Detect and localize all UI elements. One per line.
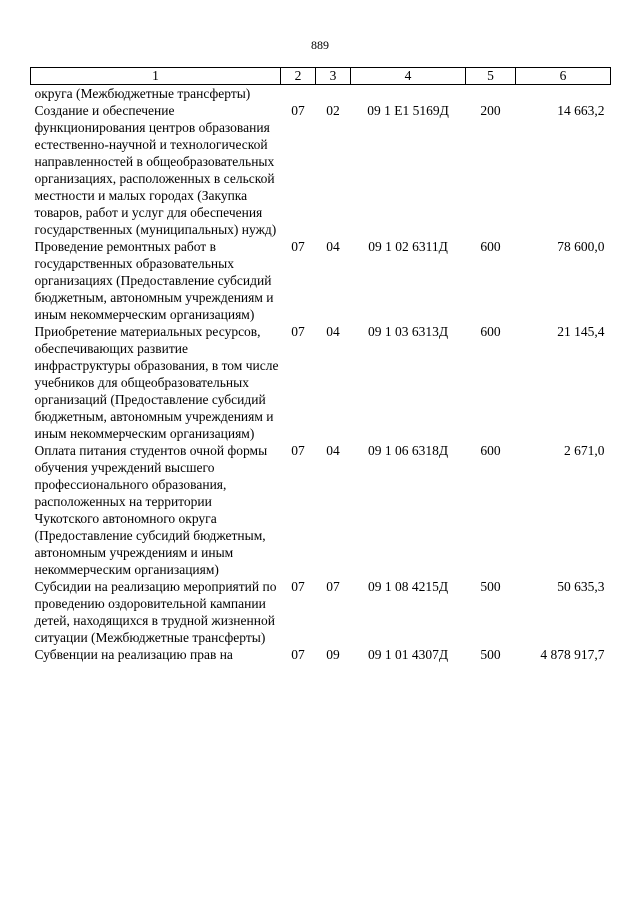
row-amount: 78 600,0 <box>557 239 605 254</box>
row-subsection: 04 <box>326 324 340 339</box>
column-header-2: 2 <box>281 68 316 85</box>
row-subsection: 04 <box>326 239 340 254</box>
row-subsection: 09 <box>326 647 340 662</box>
row-expense-type: 600 <box>480 443 501 458</box>
row-section: 07 <box>291 103 305 118</box>
row-amount: 14 663,2 <box>557 103 605 118</box>
row-expense-type: 200 <box>480 103 501 118</box>
table-row <box>31 238 611 323</box>
table-row <box>31 323 611 442</box>
table-row <box>31 578 611 646</box>
column-header-3: 3 <box>316 68 351 85</box>
page-number: 889 <box>311 38 329 52</box>
table-row-continuation <box>31 85 611 103</box>
column-header-1: 1 <box>31 68 281 85</box>
row-amount: 21 145,4 <box>557 324 605 339</box>
row-target-article: 09 1 02 6311Д <box>368 239 448 254</box>
table-row <box>31 102 611 238</box>
budget-table <box>30 67 611 663</box>
row-target-article: 09 1 03 6313Д <box>367 324 449 339</box>
table-row <box>31 442 611 578</box>
row-section: 07 <box>291 239 305 254</box>
row-expense-type: 600 <box>480 324 501 339</box>
row-description: Проведение ремонтных работ в государственных образовательных организациях (Предоставление субсидий бюджетным, автономным учреждениям и иным некоммерческим организациям) <box>34 239 274 322</box>
row-target-article: 09 1 01 4307Д <box>367 647 449 662</box>
row-description: Оплата питания студентов очной формы обучения учреждений высшего профессионального образования, расположенных на территории Чукотского автономного округа (Предоставление субсидий бюджетным, автономным учреждениям и иным некоммерческим организациям) <box>34 443 268 577</box>
row-subsection: 07 <box>326 579 340 594</box>
row-expense-type: 600 <box>480 239 501 254</box>
row-description: Субсидии на реализацию мероприятий по проведению оздоровительной кампании детей, находящихся в трудной жизненной ситуации (Межбюджетные трансферты) <box>34 579 277 645</box>
row-section: 07 <box>291 443 305 458</box>
continuation-text: округа (Межбюджетные трансферты) <box>34 86 251 101</box>
row-amount: 50 635,3 <box>557 579 605 594</box>
row-section: 07 <box>291 647 305 662</box>
row-description: Субвенции на реализацию прав на <box>34 647 233 662</box>
row-description: Приобретение материальных ресурсов, обеспечивающих развитие инфраструктуры образования, в том числе учебников для общеобразовательных организаций (Предоставление субсидий бюджетным, автономным учреждениям и иным некоммерческим организациям) <box>34 324 279 441</box>
row-target-article: 09 1 08 4215Д <box>367 579 449 594</box>
row-description: Создание и обеспечение функционирования центров образования естественно-научной и технологической направленностей в общеобразовательных организациях, расположенных в сельской местности и малых городах (Закупка товаров, работ и услуг для обеспечения государственных (муниципальных) нужд) <box>34 103 277 237</box>
row-subsection: 02 <box>326 103 340 118</box>
row-target-article: 09 1 E1 5169Д <box>367 103 449 118</box>
row-amount: 2 671,0 <box>564 443 605 458</box>
table-header-row <box>31 68 611 85</box>
column-header-4: 4 <box>351 68 466 85</box>
column-header-6: 6 <box>516 68 611 85</box>
row-expense-type: 500 <box>480 647 501 662</box>
row-target-article: 09 1 06 6318Д <box>367 443 449 458</box>
row-section: 07 <box>291 324 305 339</box>
row-subsection: 04 <box>326 443 340 458</box>
column-header-5: 5 <box>466 68 516 85</box>
table-row <box>31 646 611 663</box>
row-expense-type: 500 <box>480 579 501 594</box>
row-section: 07 <box>291 579 305 594</box>
row-amount: 4 878 917,7 <box>540 647 605 662</box>
